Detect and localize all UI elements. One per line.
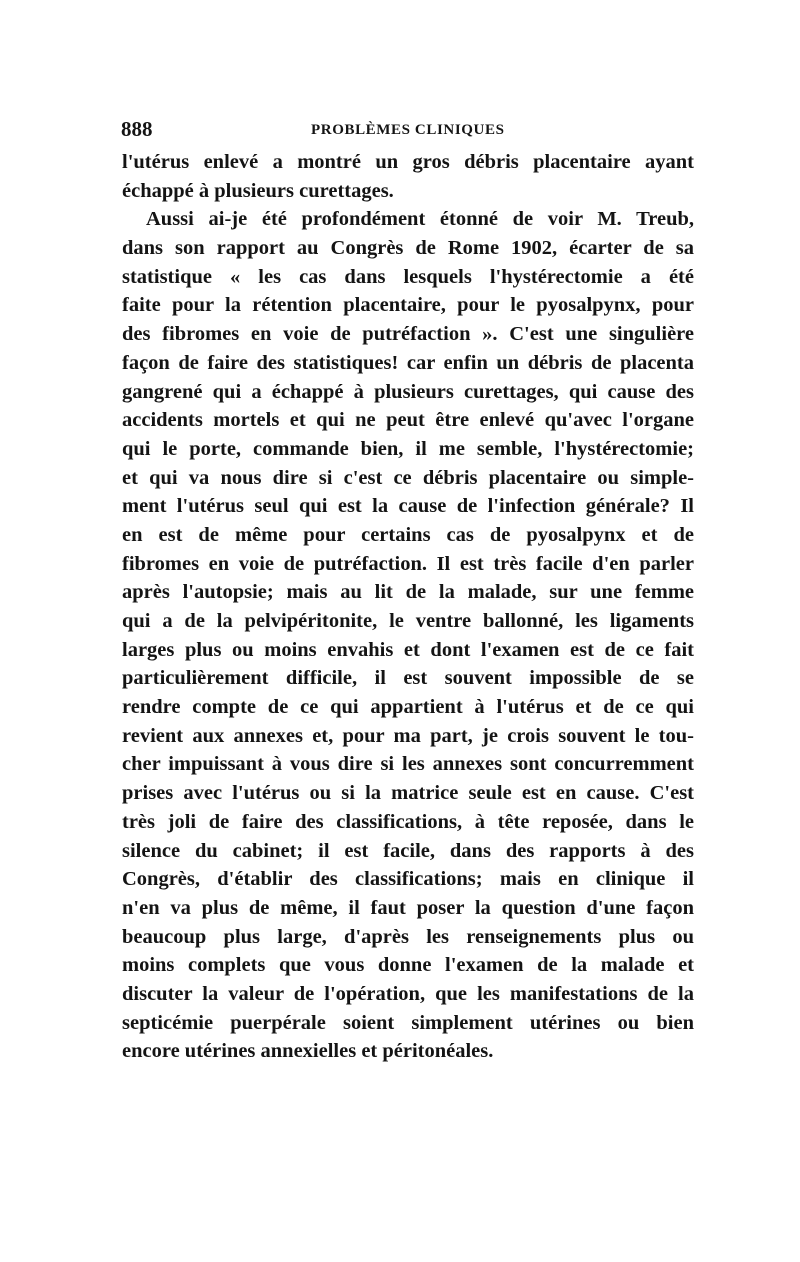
text-line: et qui va nous dire si c'est ce débris placentaire ou simple- xyxy=(122,466,694,489)
text-line: dans son rapport au Congrès de Rome 1902, écarter de sa xyxy=(122,237,694,260)
text-line: Congrès, d'établir des classifications; mais en clinique il xyxy=(122,868,694,891)
text-line: ment l'utérus seul qui est la cause de l'infection générale? Il xyxy=(122,495,694,518)
text-line: discuter la valeur de l'opération, que les manifestations de la xyxy=(122,982,694,1005)
text-line: statistique « les cas dans lesquels l'hystérectomie a été xyxy=(122,265,694,288)
text-line: moins complets que vous donne l'examen de la malade et xyxy=(122,954,694,977)
text-line: gangrené qui a échappé à plusieurs curettages, qui cause des xyxy=(122,380,694,403)
text-line: très joli de faire des classifications, à tête reposée, dans le xyxy=(122,810,694,833)
running-head xyxy=(121,117,694,141)
text-line: façon de faire des statistiques! car enfin un débris de placenta xyxy=(122,351,694,374)
body-text xyxy=(122,148,694,1066)
text-line: fibromes en voie de putréfaction. Il est très facile d'en parler xyxy=(122,552,694,575)
text-line: des fibromes en voie de putréfaction ». C'est une singulière xyxy=(122,323,694,346)
text-line: rendre compte de ce qui appartient à l'utérus et de ce qui xyxy=(122,696,694,719)
text-line: après l'autopsie; mais au lit de la malade, sur une femme xyxy=(122,581,694,604)
text-line: n'en va plus de même, il faut poser la question d'une façon xyxy=(122,896,694,919)
text-line: accidents mortels et qui ne peut être enlevé qu'avec l'organe xyxy=(122,409,694,432)
text-line: en est de même pour certains cas de pyosalpynx et de xyxy=(122,523,694,546)
text-line: l'utérus enlevé a montré un gros débris placentaire ayant xyxy=(122,151,694,173)
text-line: revient aux annexes et, pour ma part, je crois souvent le tou- xyxy=(122,724,694,747)
text-line: particulièrement difficile, il est souvent impossible de se xyxy=(122,667,694,690)
text-line: faite pour la rétention placentaire, pour le pyosalpynx, pour xyxy=(122,294,694,317)
text-line: cher impuissant à vous dire si les annexes sont concurremment xyxy=(122,753,694,776)
text-line: septicémie puerpérale soient simplement utérines ou bien xyxy=(122,1011,694,1034)
text-line: beaucoup plus large, d'après les renseignements plus ou xyxy=(122,925,694,948)
text-line: qui le porte, commande bien, il me semble, l'hystérectomie; xyxy=(122,437,694,460)
text-line: qui a de la pelvipéritonite, le ventre ballonné, les ligaments xyxy=(122,610,694,632)
running-title: PROBLÈMES CLINIQUES xyxy=(311,122,505,138)
text-line: encore utérines annexielles et péritonéales. xyxy=(122,1040,494,1063)
text-line: prises avec l'utérus ou si la matrice seule est en cause. C'est xyxy=(122,782,694,805)
text-line: larges plus ou moins envahis et dont l'examen est de ce fait xyxy=(122,638,694,661)
text-line: Aussi ai-je été profondément étonné de voir M. Treub, xyxy=(146,208,694,231)
page-number: 888 xyxy=(121,117,153,141)
text-line: échappé à plusieurs curettages. xyxy=(122,179,394,202)
text-line: silence du cabinet; il est facile, dans des rapports à des xyxy=(122,839,694,862)
